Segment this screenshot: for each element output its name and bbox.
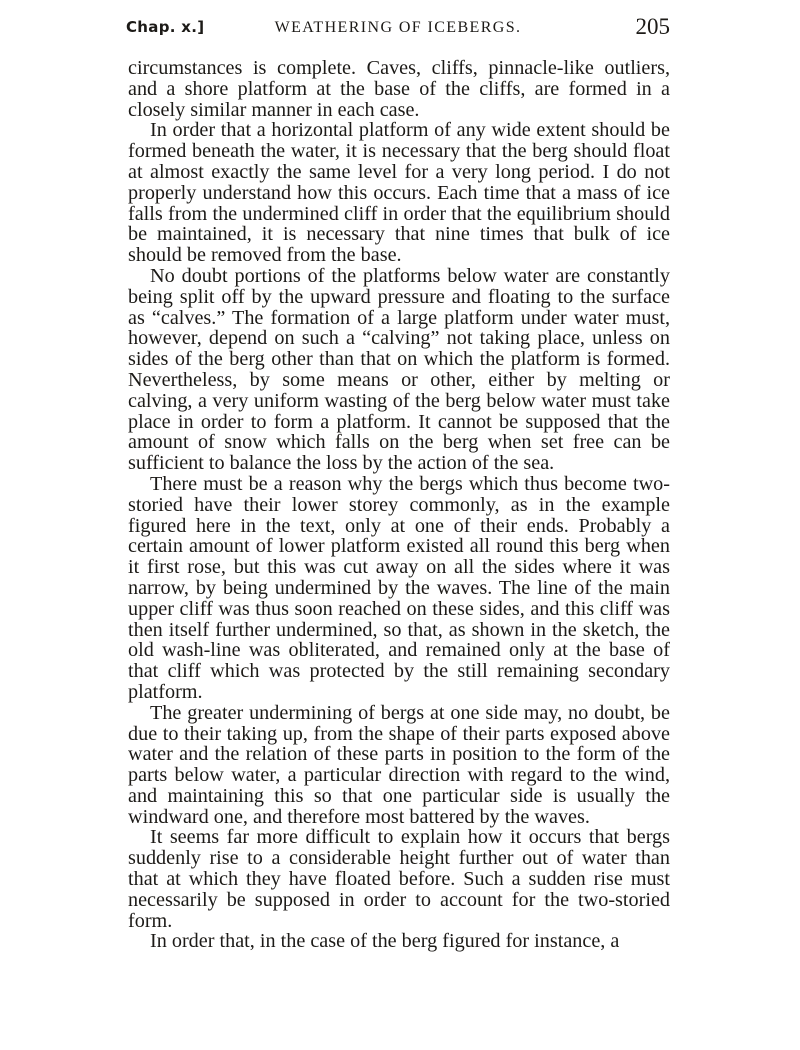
page-number: 205 — [635, 14, 670, 39]
paragraph: In order that a horizontal platform of any wide extent should be formed beneath the water, it is necessary that the berg should float at almost exactly the same level for a very long period. I do not properly understand how this occurs. Each time that a mass of ice falls from the undermined cliff in order that the equilibrium should be maintained, it is necessary that nine times that bulk of ice should be removed from the base. — [128, 119, 670, 267]
chapter-label: Chap. x.] — [126, 18, 205, 36]
running-title: WEATHERING OF ICEBERGS. — [274, 19, 522, 36]
paragraph: circumstances is complete. Caves, cliffs, pinnacle-like outliers, and a shore platform at the base of the cliffs, are formed in a closely similar manner in each case. — [128, 57, 670, 121]
running-header — [126, 14, 670, 42]
body-text — [128, 58, 670, 952]
paragraph: In order that, in the case of the berg figured for instance, a — [150, 930, 620, 953]
paragraph: No doubt portions of the platforms below water are constantly being split off by the upward pressure and floating to the surface as “calves.” The formation of a large platform under water must, however, depend on such a “calving” not taking place, unless on sides of the berg other than that on which the platform is formed. Nevertheless, by some means or other, either by melting or calving, a very uniform wasting of the berg below water must take place in order to form a platform. It cannot be supposed that the amount of snow which falls on the berg when set free can be sufficient to balance the loss by the action of the sea. — [128, 264, 670, 475]
paragraph: It seems far more difficult to explain how it occurs that bergs suddenly rise to a considerable height further out of water than that at which they have floated before. Such a sudden rise must necessarily be supposed in order to account for the two-storied form. — [128, 826, 670, 932]
paragraph: The greater undermining of bergs at one side may, no doubt, be due to their taking up, from the shape of their parts exposed above water and the relation of these parts in position to the form of the parts below water, a particular direction with regard to the wind, and maintaining this so that one particular side is usually the windward one, and therefore most battered by the waves. — [128, 701, 670, 828]
paragraph: There must be a reason why the bergs which thus become two-storied have their lower storey commonly, as in the example figured here in the text, only at one of their ends. Probably a certain amount of lower platform existed all round this berg when it first rose, but this was cut away on all the sides where it was narrow, by being undermined by the waves. The line of the main upper cliff was thus soon reached on these sides, and this cliff was then itself further undermined, so that, as shown in the sketch, the old wash-line was obliterated, and remained only at the base of that cliff which was protected by the still remaining secondary platform. — [128, 472, 670, 703]
